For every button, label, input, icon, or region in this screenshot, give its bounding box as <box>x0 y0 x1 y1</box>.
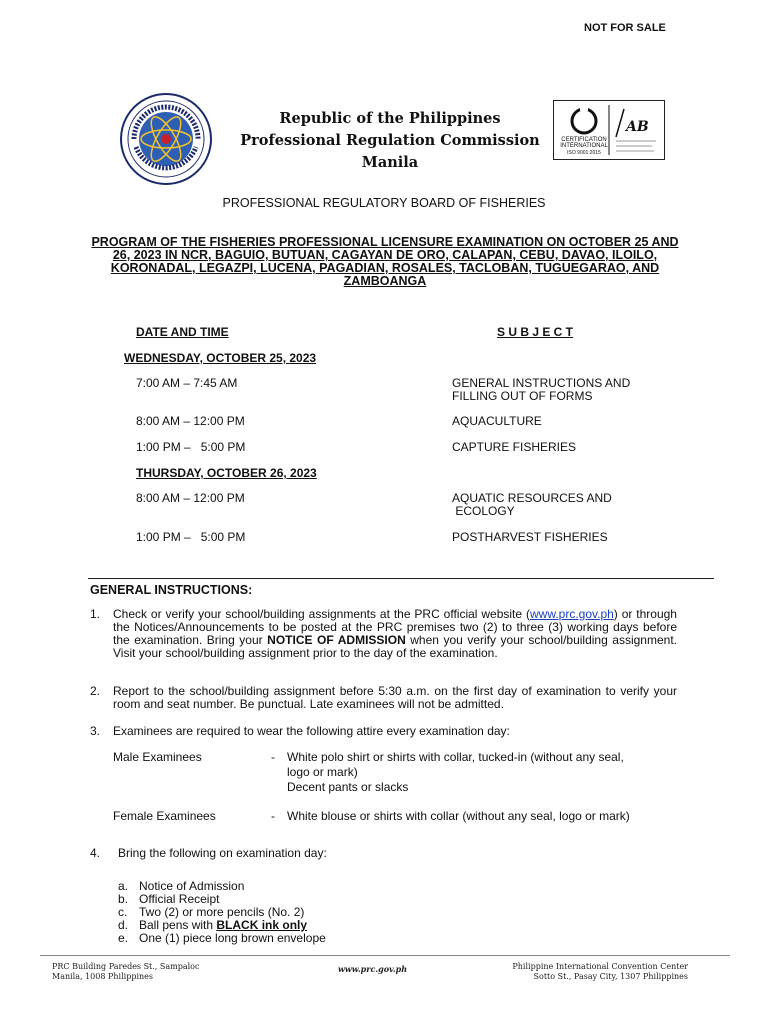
instruction-1 <box>113 608 677 660</box>
female-examinees-label: Female Examinees <box>113 809 216 823</box>
footer-line: Manila, 1008 Philippines <box>52 972 153 981</box>
attire-line: White polo shirt or shirts with collar, tucked-in (without any seal, <box>287 750 624 764</box>
subject-line: GENERAL INSTRUCTIONS AND <box>452 376 631 390</box>
cert-text-1: CERTIFICATION <box>561 137 607 143</box>
prc-website-link[interactable]: www.prc.gov.ph <box>529 607 614 621</box>
attire-line: Decent pants or slacks <box>287 780 409 794</box>
agency-header <box>240 108 540 174</box>
header-line-city: Manila <box>361 154 419 171</box>
day-heading-2: THURSDAY, OCTOBER 26, 2023 <box>136 466 317 480</box>
general-instructions-heading: GENERAL INSTRUCTIONS: <box>90 583 253 597</box>
list-text: Official Receipt <box>139 892 220 906</box>
instruction-text: ) or through the Notices/Announcements to be posted at the PRC premises two (2) to three (3) working days before the examination. Bring your <box>113 607 677 647</box>
list-text: Notice of Admission <box>139 879 245 893</box>
instruction-2: Report to the school/building assignment before 5:30 a.m. on the first day of examination to verify your room and seat number. Be punctual. Late examinees will not be admitted. <box>113 684 677 711</box>
footer-website: www.prc.gov.ph <box>338 964 408 974</box>
instruction-text: Check or verify your school/building assignments at the PRC official website ( <box>113 607 530 621</box>
schedule-subject <box>452 492 692 518</box>
schedule-time: 1:00 PM – 5:00 PM <box>136 440 246 454</box>
attire-line: logo or mark) <box>287 765 358 779</box>
instruction-4: Bring the following on examination day: <box>118 846 327 860</box>
not-for-sale-note: NOT FOR SALE <box>584 22 666 34</box>
instruction-3: Examinees are required to wear the following attire every examination day: <box>113 724 510 738</box>
subject-line: ECOLOGY <box>452 504 515 518</box>
section-divider <box>88 578 714 579</box>
attire-dash: - <box>271 809 275 823</box>
header-line-republic: Republic of the Philippines <box>279 110 501 127</box>
schedule-time: 7:00 AM – 7:45 AM <box>136 376 238 390</box>
prc-seal-logo <box>120 93 212 185</box>
item-number: 4. <box>90 846 101 860</box>
list-marker: e. <box>118 931 129 945</box>
schedule-time: 8:00 AM – 12:00 PM <box>136 491 245 505</box>
list-marker: a. <box>118 879 129 893</box>
schedule-time: 1:00 PM – 5:00 PM <box>136 530 246 544</box>
schedule-subject: AQUACULTURE <box>452 414 542 428</box>
item-number: 3. <box>90 724 101 738</box>
footer-address-left <box>52 962 199 982</box>
certification-icon <box>554 101 664 159</box>
column-header-subject: S U B J E C T <box>497 325 574 339</box>
iso-certification-badge <box>553 100 665 160</box>
schedule-subject: POSTHARVEST FISHERIES <box>452 530 608 544</box>
male-examinees-label: Male Examinees <box>113 750 202 764</box>
schedule-time: 8:00 AM – 12:00 PM <box>136 414 245 428</box>
male-attire <box>287 750 687 795</box>
subject-line: AQUATIC RESOURCES AND <box>452 491 612 505</box>
female-attire: White blouse or shirts with collar (without any seal, logo or mark) <box>287 809 630 823</box>
board-name: PROFESSIONAL REGULATORY BOARD OF FISHERIES <box>222 196 546 210</box>
schedule-subject: CAPTURE FISHERIES <box>452 440 577 454</box>
list-marker: d. <box>118 918 129 932</box>
attire-dash: - <box>271 750 275 764</box>
item-number: 1. <box>90 607 101 621</box>
cert-text-2: INTERNATIONAL <box>560 143 608 149</box>
program-title: PROGRAM OF THE FISHERIES PROFESSIONAL LICENSURE EXAMINATION ON OCTOBER 25 AND 26, 2023 IN NCR, BAGUIO, BUTUAN, CAGAYAN DE ORO, CALAPAN, CEBU, DAVAO, ILOILO, KORONADAL, LEGAZPI, LUCENA, PAGADIAN, ROSALES, TACLOBAN, TUGUEGARAO, AND ZAMBOANGA <box>91 235 679 288</box>
list-text: Two (2) or more pencils (No. 2) <box>139 905 305 919</box>
subject-line: FILLING OUT OF FORMS <box>452 389 593 403</box>
ab-mark: AB <box>626 119 649 135</box>
instruction-text: when you verify your school/building assignment. Visit your school/building assignment prior to the day of the examination. <box>113 633 677 660</box>
list-item <box>118 932 326 945</box>
footer-address-right <box>488 962 688 982</box>
column-header-date: DATE AND TIME <box>136 325 229 339</box>
day-heading-1: WEDNESDAY, OCTOBER 25, 2023 <box>124 351 317 365</box>
list-text: One (1) piece long brown envelope <box>139 931 326 945</box>
list-text: Ball pens with <box>139 918 217 932</box>
schedule-subject <box>452 377 692 403</box>
items-to-bring-list <box>118 880 326 945</box>
header-line-commission: Professional Regulation Commission <box>240 132 540 149</box>
list-marker: c. <box>118 905 128 919</box>
cert-text-3: ISO 9001:2015 <box>567 150 601 156</box>
footer-line: Sotto St., Pasay City, 1307 Philippines <box>533 972 688 981</box>
footer-line: Philippine International Convention Center <box>512 962 688 971</box>
notice-of-admission-emphasis: NOTICE OF ADMISSION <box>267 633 406 647</box>
footer-line: PRC Building Paredes St., Sampaloc <box>52 962 200 971</box>
item-number: 2. <box>90 684 101 698</box>
footer-divider <box>40 955 730 956</box>
black-ink-emphasis: BLACK ink only <box>216 918 308 932</box>
list-marker: b. <box>118 892 129 906</box>
